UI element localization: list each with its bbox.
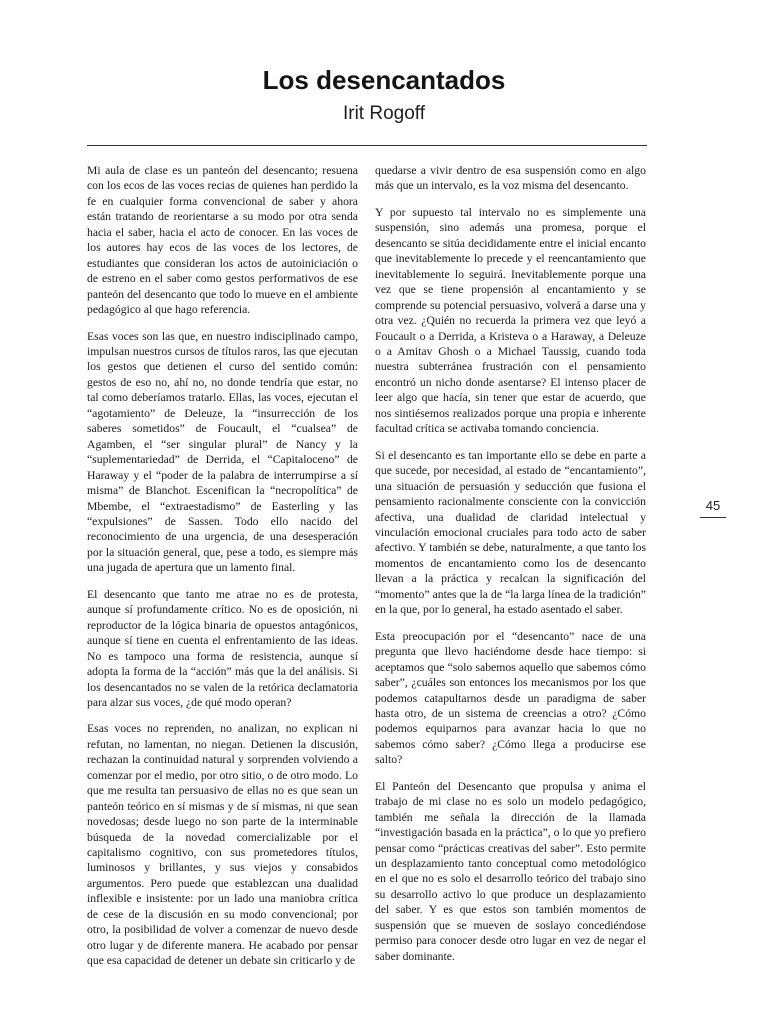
paragraph: El Panteón del Desencanto que propulsa y anima el trabajo de mi clase no es solo un modelo pedagógico, también me señala la dirección de la llamada “investigación basada en la práctica”, o lo que yo prefiero pensar como “prácticas creativas del saber”. Esto permite un desplazamiento tanto conceptual como metodológico en el que no es solo el desarrollo teórico del trabajo sino su desarrollo activo lo que produce un desplazamiento del saber. Y es que estos son también momentos de suspensión que se mueven de soslayo concediéndose permiso para conocer desde otro lugar en vez de negar el saber dominante. [375, 779, 646, 963]
paragraph: El desencanto que tanto me atrae no es de protesta, aunque sí profundamente crítico. No es de oposición, ni reproductor de la lógica binaria de opuestos antagónicos, aunque sí tiene en cuenta el enfrentamiento de las ideas. No es tampoco una forma de resistencia, aunque sí adopta la forma de la “acción” más que la del análisis. Si los desencantados no se valen de la retórica declamatoria para alzar sus voces, ¿de qué modo operan? [87, 587, 358, 709]
author-name: Irit Rogoff [342, 103, 426, 124]
page-title: Los desencantados [262, 65, 506, 95]
paragraph: Y por supuesto tal intervalo no es simplemente una suspensión, sino además una promesa, porque el desencanto se sitúa decididamente entre el inicial encanto que inevitablemente lo precede y el reencantamiento que inevitablemente lo seguirá. Inevitablemente porque una vez que se tiene propensión al encantamiento y se comprende su potencial persuasivo, volverá a darse una y otra vez. ¿Quién no recuerda la primera vez que leyó a Foucault o a Derrida, a Kristeva o a Haraway, a Deleuze o a Amitav Ghosh o a Michael Taussig, cuando toda nuestra subterránea frustración con el pensamiento encontró un nicho donde asentarse? El intenso placer de leer algo que hacía, sin tener que estar de acuerdo, que nos sintiésemos realizados porque una propia e inherente facultad crítica se activaba tomando conciencia. [375, 205, 646, 436]
text-column-left [87, 163, 358, 980]
page-number: 45 [705, 498, 721, 513]
paragraph: Si el desencanto es tan importante ello se debe en parte a que sucede, por necesidad, al estado de “encantamiento”, una situación de persuasión y seducción que fusiona el pensamiento racionalmente consciente con la convicción afectiva, una dualidad de claridad intelectual y vinculación emocional cruciales para todo acto de saber afectivo. Y también se debe, naturalmente, a que tanto los momentos de encantamiento como los de desencanto llevan a la práctica y recalcan la significación del “momento” antes que la de “la larga línea de la tradición” en la que, por lo general, ha estado asentado el saber. [375, 448, 646, 617]
page-number-underline [700, 517, 726, 518]
paragraph: Esta preocupación por el “desencanto” nace de una pregunta que llevo haciéndome desde hace tiempo: si aceptamos que “solo sabemos aquello que sabemos cómo saber”, ¿cuáles son entonces los mecanismos por los que podemos catapultarnos desde un paradigma de saber hasta otro, de un sistema de creencias a otro? ¿Cómo podemos equiparnos para avanzar hacia lo que no sabemos cómo saber? ¿Cómo llega a producirse ese salto? [375, 629, 646, 767]
header-divider [87, 145, 647, 146]
paragraph: quedarse a vivir dentro de esa suspensión como en algo más que un intervalo, es la voz misma del desencanto. [375, 164, 646, 193]
paragraph: Mi aula de clase es un panteón del desencanto; resuena con los ecos de las voces recias de quienes han perdido la fe en cualquier forma convencional de saber y ahora están tratando de reorientarse a su modo por otra senda hacia el saber, hacia el acto de conocer. En las voces de los autores hay ecos de las voces de los lectores, de estudiantes que consideran los actos de autoiniciación o de estreno en el saber como gestos performativos de ese panteón del desencanto que todo lo mueve en el ambiente pedagógico al que hago referencia. [87, 164, 358, 317]
paragraph: Esas voces son las que, en nuestro indisciplinado campo, impulsan nuestros cursos de títulos raros, las que ejecutan los gestos que detienen el curso del sentido común: gestos de eso no, ahí no, no donde tendría que estar, no tal como deberíamos tratarlo. Ellas, las voces, ejecutan el “agotamiento” de Deleuze, la “insurrección de los saberes sometidos” de Foucault, el “cualsea” de Agamben, el “ser singular plural” de Nancy y la “suplementariedad” de Derrida, el “Capitaloceno” de Haraway y el “poder de la palabra de interrumpirse a sí misma” de Blanchot. Escenifican la “necropolítica” de Mbembe, el “extraestadismo” de Easterling y las “expulsiones” de Sassen. Todo ello nacido del reconocimiento de una urgencia, de una desesperación por la situación general, que, pese a todo, es siempre más una jugada de apertura que un lamento final. [87, 329, 358, 575]
paragraph: Esas voces no reprenden, no analizan, no explican ni refutan, no lamentan, no niegan. Detienen la discusión, rechazan la continuidad natural y sorprenden volviendo a comenzar por el medio, por otro sitio, o de otro modo. Lo que me resulta tan persuasivo de ellas no es que sean un panteón teórico en sí mismas y de sí mismas, ni que sean novedosas; desde luego no son parte de la interminable búsqueda de la novedad comercializable por el capitalismo cognitivo, con sus prometedores títulos, luminosos y brillantes, y sus viejos y consabidos argumentos. Pero puede que establezcan una dualidad inflexible e insistente: por un lado una maniobra crítica de cese de la discusión en su modo convencional; por otro, la posibilidad de volver a comenzar de nuevo desde otro lugar y de diferente manera. He acabado por pensar que esa capacidad de detener un debate sin criticarlo y de [87, 722, 358, 968]
text-column-right [375, 163, 646, 975]
